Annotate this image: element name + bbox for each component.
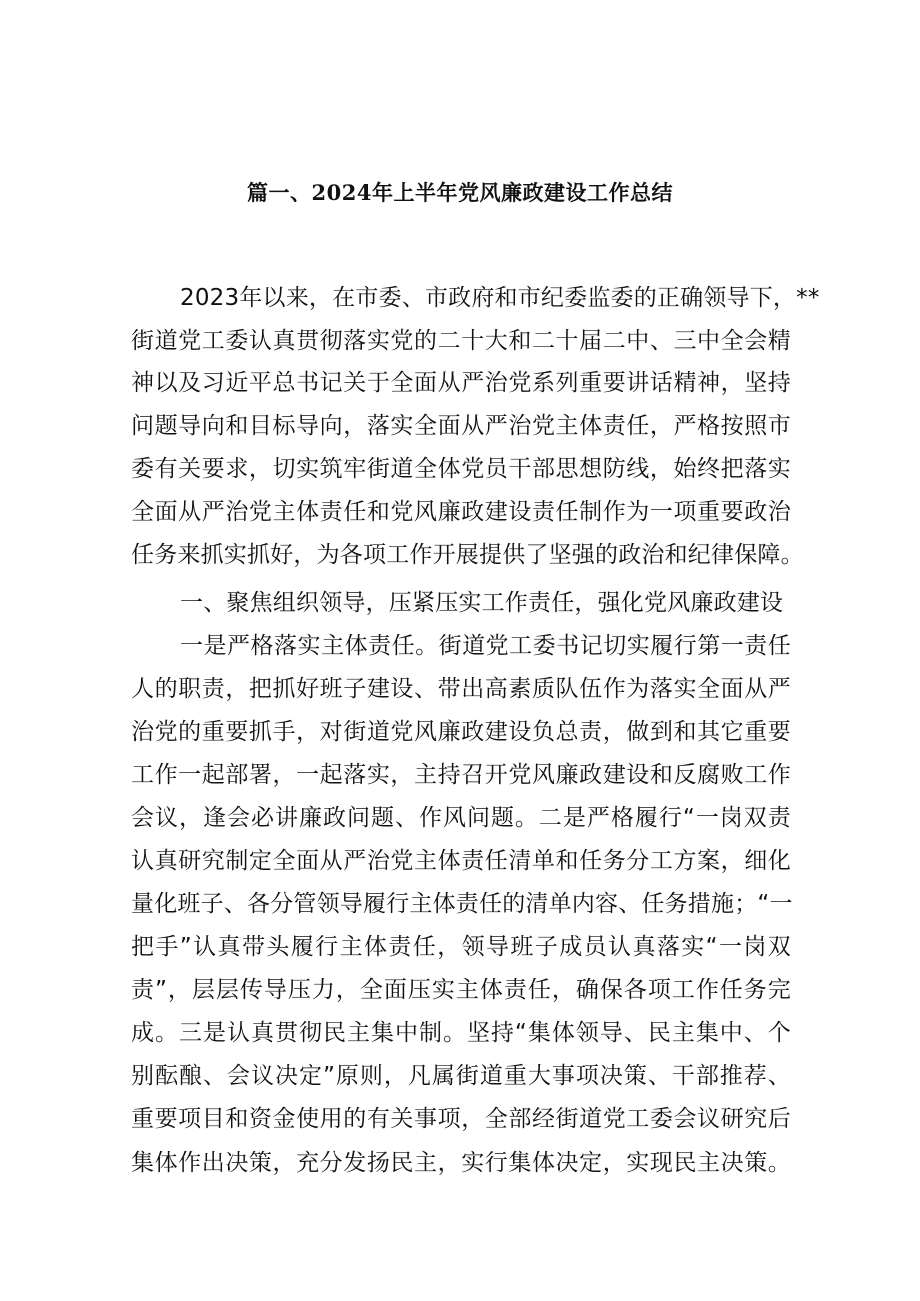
paragraph-line: 街道党工委认真贯彻落实党的二十大和二十届二中、三中全会精 [131, 328, 791, 354]
paragraph-line: 别酝酿、会议决定”原则，凡属街道重大事项决策、干部推荐、 [131, 1063, 791, 1089]
paragraph-line: 全面从严治党主体责任和党风廉政建设责任制作为一项重要政治 [131, 499, 791, 525]
paragraph-line: 治党的重要抓手，对街道党风廉政建设负总责，做到和其它重要 [131, 719, 791, 745]
paragraph-line: 重要项目和资金使用的有关事项，全部经街道党工委会议研究后 [131, 1106, 791, 1132]
paragraph-line: 会议，逢会必讲廉政问题、作风问题。二是严格履行“一岗双责 [131, 805, 791, 831]
paragraph-line: 2023年以来，在市委、市政府和市纪委监委的正确领导下，** [180, 285, 820, 311]
document-title: 篇一、2024年上半年党风廉政建设工作总结 [247, 180, 673, 205]
paragraph-line: 集体作出决策，充分发扬民主，实行集体决定，实现民主决策。 [131, 1150, 791, 1176]
paragraph-line: 责”，层层传导压力，全面压实主体责任，确保各项工作任务完 [131, 977, 791, 1003]
paragraph-line: 神以及习近平总书记关于全面从严治党系列重要讲话精神，坚持 [131, 370, 791, 396]
paragraph-line: 量化班子、各分管领导履行主体责任的清单内容、任务措施；“一 [131, 891, 793, 917]
paragraph-line: 人的职责，把抓好班子建设、带出高素质队伍作为落实全面从严 [131, 676, 791, 702]
paragraph-line: 委有关要求，切实筑牢街道全体党员干部思想防线，始终把落实 [131, 456, 791, 482]
paragraph-line: 把手”认真带头履行主体责任，领导班子成员认真落实“一岗双 [131, 934, 791, 960]
paragraph-line: 成。三是认真贯彻民主集中制。坚持“集体领导、民主集中、个 [131, 1020, 791, 1046]
paragraph-line: 一是严格落实主体责任。街道党工委书记切实履行第一责任 [180, 633, 791, 659]
paragraph-line: 任务来抓实抓好，为各项工作开展提供了坚强的政治和纪律保障。 [131, 542, 804, 568]
section-heading: 一、聚焦组织领导，压紧压实工作责任，强化党风廉政建设 [180, 590, 784, 616]
paragraph-line: 认真研究制定全面从严治党主体责任清单和任务分工方案，细化 [131, 848, 791, 874]
paragraph-line: 工作一起部署，一起落实，主持召开党风廉政建设和反腐败工作 [131, 762, 791, 788]
paragraph-line: 问题导向和目标导向，落实全面从严治党主体责任，严格按照市 [131, 413, 791, 439]
